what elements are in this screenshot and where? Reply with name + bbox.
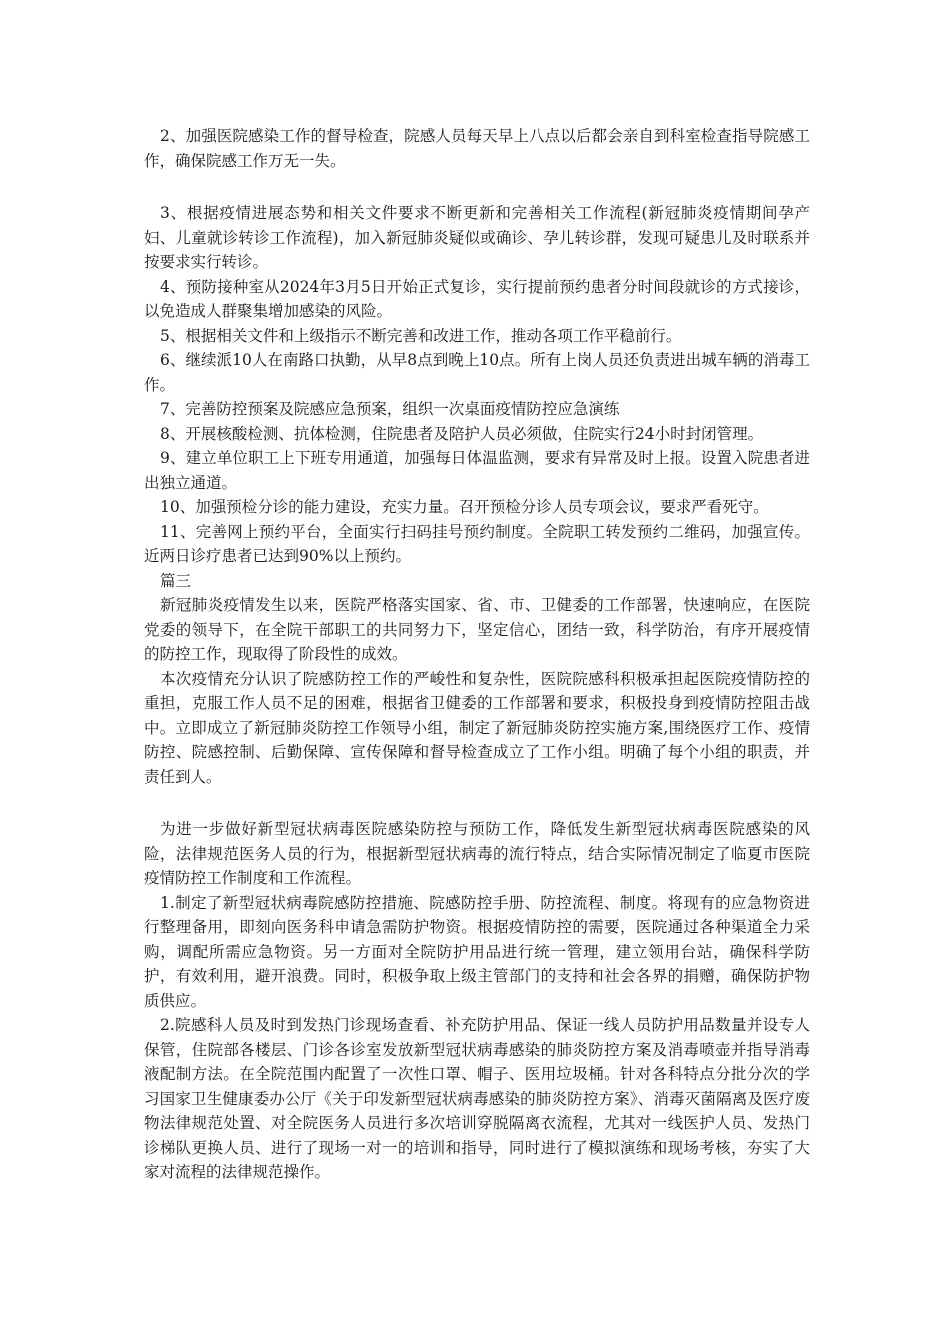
paragraph-measure-1: 1.制定了新型冠状病毒院感防控措施、院感防控手册、防控流程、制度。将现有的应急物资进行整理备用，即刻向医务科申请急需防护物资。根据疫情防控的需要，医院通过各种渠道全力采购，调配所需应急物资。另一方面对全院防护用品进行统一管理，建立领用台站，确保科学防护，有效利用，避开浪费。同时，积极争取上级主管部门的支持和社会各界的捐赠，确保防护物质供应。	[144, 893, 810, 1010]
paragraph-item-2: 2、加强医院感染工作的督导检查，院感人员每天早上八点以后都会亲自到科室检查指导院感工作，确保院感工作万无一失。	[144, 127, 810, 170]
paragraph-item-11: 11、完善网上预约平台，全面实行扫码挂号预约制度。全院职工转发预约二维码，加强宣传。近两日诊疗患者已达到90%以上预约。	[144, 522, 810, 565]
paragraph-item-8: 8、开展核酸检测、抗体检测，住院患者及陪护人员必须做，住院实行24小时封闭管理。	[160, 424, 764, 443]
paragraph-item-3: 3、根据疫情进展态势和相关文件要求不断更新和完善相关工作流程(新冠肺炎疫情期间孕产妇、儿童就诊转诊工作流程)，加入新冠肺炎疑似或确诊、孕儿转诊群，发现可疑患儿及时联系并按要求实行转诊。	[144, 204, 810, 271]
paragraph-item-6: 6、继续派10人在南路口执勤，从早8点到晚上10点。所有上岗人员还负责进出城车辆的消毒工作。	[144, 351, 810, 394]
paragraph-recognition: 本次疫情充分认识了院感防控工作的严峻性和复杂性，医院院感科积极承担起医院疫情防控的重担，克服工作人员不足的困难，根据省卫健委的工作部署和要求，积极投身到疫情防控阻击战中。立即成立了新冠肺炎防控工作领导小组，制定了新冠肺炎防控实施方案,围绕医疗工作、疫情防控、院感控制、后勤保障、宣传保障和督导检查成立了工作小组。明确了每个小组的职责，并责任到人。	[144, 669, 810, 786]
paragraph-item-7: 7、完善防控预案及院感应急预案，组织一次桌面疫情防控应急演练	[160, 400, 620, 418]
paragraph-item-9: 9、建立单位职工上下班专用通道，加强每日体温监测，要求有异常及时上报。设置入院患者进出独立通道。	[144, 449, 810, 492]
paragraph-item-5: 5、根据相关文件和上级指示不断完善和改进工作，推动各项工作平稳前行。	[160, 326, 682, 345]
document-page	[144, 124, 810, 1185]
paragraph-purpose: 为进一步做好新型冠状病毒医院感染防控与预防工作，降低发生新型冠状病毒医院感染的风险，法律规范医务人员的行为，根据新型冠状病毒的流行特点，结合实际情况制定了临夏市医院疫情防控工作制度和工作流程。	[144, 820, 810, 887]
paragraph-measure-2: 2.院感科人员及时到发热门诊现场查看、补充防护用品、保证一线人员防护用品数量并设专人保管，住院部各楼层、门诊各诊室发放新型冠状病毒感染的肺炎防控方案及消毒喷壶并指导消毒液配制方法。在全院范围内配置了一次性口罩、帽子、医用垃圾桶。针对各科特点分批分次的学习国家卫生健康委办公厅《关于印发新型冠状病毒感染的肺炎防控方案》、消毒灭菌隔离及医疗废物法律规范处置、对全院医务人员进行多次培训穿脱隔离衣流程，尤其对一线医护人员、发热门诊梯队更换人员、进行了现场一对一的培训和指导，同时进行了模拟演练和现场考核，夯实了大家对流程的法律规范操作。	[144, 1016, 810, 1181]
section-heading: 篇三	[160, 571, 192, 590]
paragraph-intro: 新冠肺炎疫情发生以来，医院严格落实国家、省、市、卫健委的工作部署，快速响应，在医院党委的领导下，在全院干部职工的共同努力下，坚定信心，团结一致，科学防治，有序开展疫情的防控工作，现取得了阶段性的成效。	[144, 596, 810, 663]
paragraph-item-10: 10、加强预检分诊的能力建设，充实力量。召开预检分诊人员专项会议，要求严看死守。	[160, 498, 769, 516]
paragraph-item-4: 4、预防接种室从2024年3月5日开始正式复诊，实行提前预约患者分时间段就诊的方式接诊，以免造成人群聚集增加感染的风险。	[144, 277, 810, 320]
